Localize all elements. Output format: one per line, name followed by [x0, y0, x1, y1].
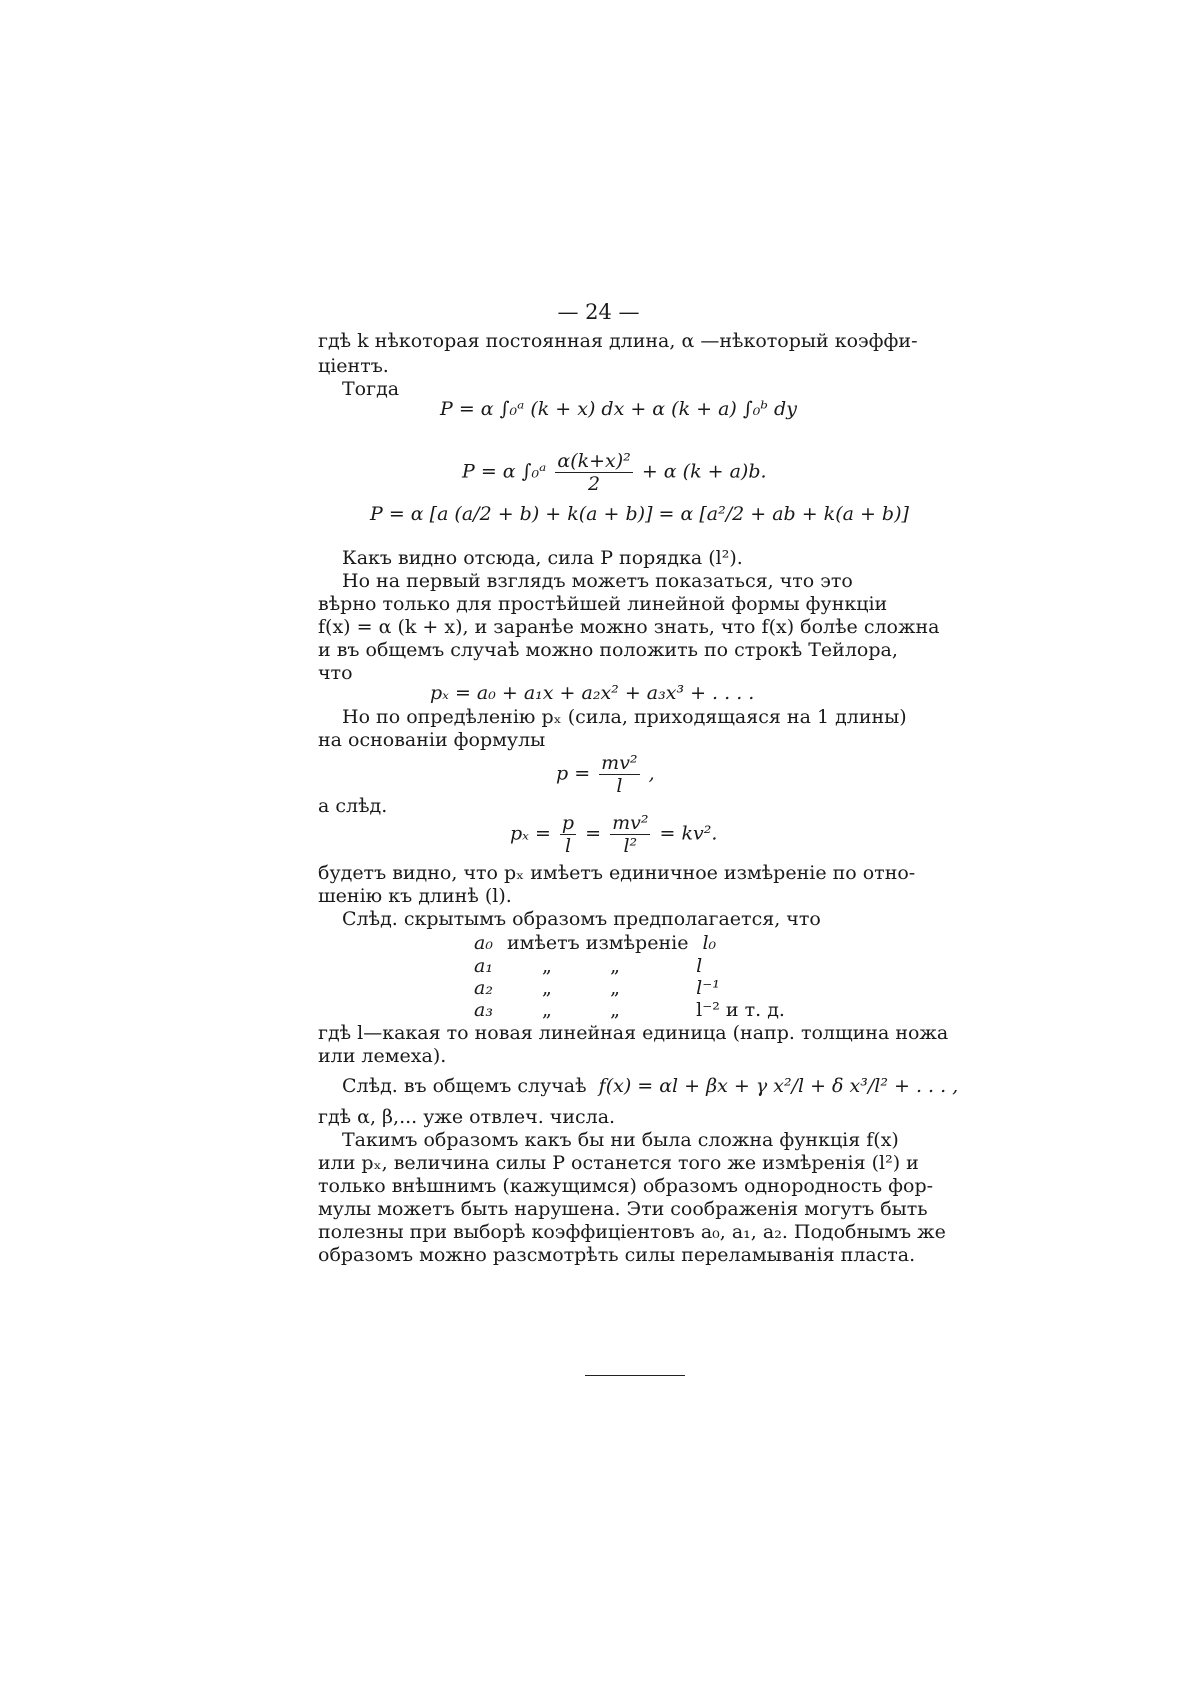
text-line-9: что [318, 662, 353, 684]
equation-5-right: , [648, 762, 655, 785]
text-line-5: Но на первый взглядъ можетъ показаться, что это [342, 570, 853, 592]
text-line-4: Какъ видно отсюда, сила P порядка (l²). [342, 547, 743, 569]
equation-6-denominator-1: l [564, 835, 572, 857]
equation-6-middle: = [585, 822, 602, 845]
equation-6 [510, 812, 717, 857]
equation-5 [556, 752, 655, 797]
text-line-23: мулы можетъ быть нарушена. Эти соображенія могутъ быть [318, 1198, 928, 1220]
ditto-mark: „ [610, 977, 620, 999]
dimension-value: l₀ [702, 932, 717, 954]
equation-6-numerator-2: mv² [612, 812, 649, 834]
equation-6-numerator-1: p [561, 812, 575, 834]
dimension-coef: a₃ [474, 999, 493, 1021]
ditto-mark: „ [542, 977, 552, 999]
equation-6-denominator-2: l² [623, 835, 638, 857]
dimension-value: l⁻² и т. д. [696, 999, 785, 1021]
text-line-1: гдѣ k нѣкоторая постоянная длина, α —нѣкоторый коэффи- [318, 330, 918, 352]
text-line-6: вѣрно только для простѣйшей линейной формы функціи [318, 593, 888, 615]
ditto-mark: „ [542, 999, 552, 1021]
ditto-mark: „ [610, 999, 620, 1021]
equation-5-left: p = [556, 762, 591, 785]
equation-2-numerator: α(k+x)² [557, 450, 631, 472]
dimension-row-2 [474, 977, 720, 999]
text-line-16: гдѣ l—какая то новая линейная единица (напр. толщина ножа [318, 1022, 949, 1044]
equation-2-denominator: 2 [588, 473, 601, 495]
equation-5-denominator: l [616, 775, 623, 797]
equation-5-fraction [599, 752, 639, 797]
dimension-coef: a₂ [474, 977, 493, 999]
ditto-mark: „ [542, 955, 552, 977]
text-line-7: f(x) = α (k + x), и заранѣе можно знать, что f(x) болѣе сложна [318, 616, 940, 638]
text-line-3: Тогда [342, 378, 400, 400]
equation-2-left: P = α ∫₀ᵃ [462, 460, 547, 483]
equation-7: f(x) = αl + βx + γ x²/l + δ x³/l² + . . . , [598, 1075, 959, 1097]
ditto-mark: „ [610, 955, 620, 977]
text-line-17: или лемеха). [318, 1045, 447, 1067]
end-rule [585, 1375, 685, 1376]
dimension-header: имѣетъ измѣреніе [507, 932, 689, 954]
text-line-8: и въ общемъ случаѣ можно положить по строкѣ Тейлора, [318, 639, 898, 661]
text-line-12: а слѣд. [318, 795, 388, 817]
equation-2 [462, 450, 767, 495]
equation-6-fraction-1 [560, 812, 576, 857]
equation-6-right: = kv². [659, 822, 718, 845]
dimension-coef: a₁ [474, 955, 493, 977]
text-line-13: будетъ видно, что pₓ имѣетъ единичное измѣреніе по отно- [318, 862, 916, 884]
text-line-14: шенію къ длинѣ (l). [318, 885, 512, 907]
equation-3: P = α [a (a/2 + b) + k(a + b)] = α [a²/2 + ab + k(a + b)] [370, 503, 909, 525]
text-line-20: Такимъ образомъ какъ бы ни была сложна функція f(x) [342, 1129, 899, 1151]
text-line-22: только внѣшнимъ (кажущимся) образомъ однородность фор- [318, 1175, 934, 1197]
equation-6-left: pₓ = [510, 822, 551, 845]
equation-5-numerator: mv² [601, 752, 638, 774]
text-line-24: полезны при выборѣ коэффиціентовъ a₀, a₁, a₂. Подобнымъ же [318, 1221, 946, 1243]
equation-2-right: + α (k + a)b. [641, 460, 767, 483]
text-line-21: или pₓ, величина силы P останется того же измѣренія (l²) и [318, 1152, 919, 1174]
dimension-value: l⁻¹ [696, 977, 720, 999]
dimension-row-1 [474, 955, 702, 977]
text-line-18-text: Слѣд. въ общемъ случаѣ [342, 1075, 587, 1097]
text-line-18 [342, 1075, 958, 1097]
dimension-value: l [696, 955, 703, 977]
dimension-coef: a₀ [474, 932, 493, 954]
text-line-11: на основаніи формулы [318, 729, 546, 751]
page-number: — 24 — [557, 300, 640, 324]
equation-6-fraction-2 [610, 812, 650, 857]
equation-1: P = α ∫₀ᵃ (k + x) dx + α (k + a) ∫₀ᵇ dy [440, 398, 797, 420]
dimension-row-3 [474, 999, 785, 1021]
text-line-19: гдѣ α, β,... уже отвлеч. числа. [318, 1106, 616, 1128]
text-line-25: образомъ можно разсмотрѣть силы переламыванія пласта. [318, 1244, 916, 1266]
dimension-row-0 [474, 932, 716, 954]
text-line-15: Слѣд. скрытымъ образомъ предполагается, что [342, 908, 821, 930]
equation-2-fraction [555, 450, 632, 495]
text-line-2: ціентъ. [318, 355, 389, 377]
equation-4: pₓ = a₀ + a₁x + a₂x² + a₃x³ + . . . . [430, 682, 755, 704]
text-line-10: Но по опредѣленію pₓ (сила, приходящаяся на 1 длины) [342, 706, 907, 728]
